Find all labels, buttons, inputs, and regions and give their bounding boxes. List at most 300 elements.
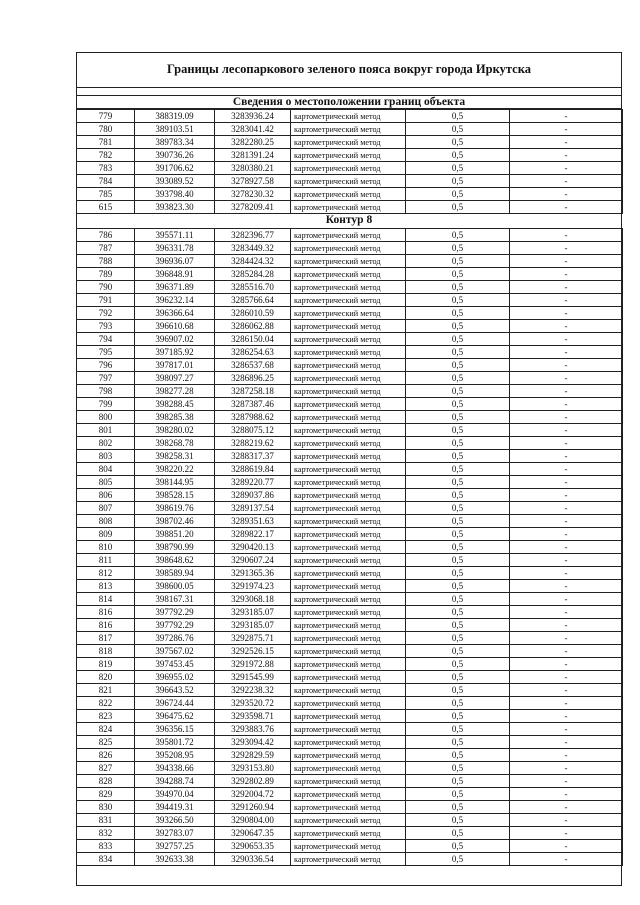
- y-coordinate-cell: 3281391.24: [215, 149, 291, 162]
- x-coordinate-cell: 398288.45: [135, 398, 215, 411]
- section-title: Сведения о местоположении границ объекта: [76, 96, 622, 109]
- point-number-cell: 821: [77, 684, 135, 697]
- point-number-cell: 804: [77, 463, 135, 476]
- contour-title: Контур 8: [76, 212, 622, 228]
- y-coordinate-cell: 3285284.28: [215, 268, 291, 281]
- table-row: [77, 281, 623, 294]
- accuracy-cell: 0,5: [406, 853, 510, 866]
- method-cell: картометрический метод: [291, 697, 406, 710]
- x-coordinate-cell: 398280.02: [135, 424, 215, 437]
- accuracy-cell: 0,5: [406, 359, 510, 372]
- description-cell: -: [510, 853, 623, 866]
- y-coordinate-cell: 3293068.18: [215, 593, 291, 606]
- y-coordinate-cell: 3286062.88: [215, 320, 291, 333]
- description-cell: -: [510, 359, 623, 372]
- x-coordinate-cell: 398258.31: [135, 450, 215, 463]
- accuracy-cell: 0,5: [406, 242, 510, 255]
- x-coordinate-cell: 395801.72: [135, 736, 215, 749]
- x-coordinate-cell: 398268.78: [135, 437, 215, 450]
- y-coordinate-cell: 3287258.18: [215, 385, 291, 398]
- x-coordinate-cell: 396371.89: [135, 281, 215, 294]
- method-cell: картометрический метод: [291, 840, 406, 853]
- accuracy-cell: 0,5: [406, 593, 510, 606]
- point-number-cell: 795: [77, 346, 135, 359]
- x-coordinate-cell: 396907.02: [135, 333, 215, 346]
- y-coordinate-cell: 3288075.12: [215, 424, 291, 437]
- point-number-cell: 791: [77, 294, 135, 307]
- point-number-cell: 828: [77, 775, 135, 788]
- method-cell: картометрический метод: [291, 411, 406, 424]
- point-number-cell: 803: [77, 450, 135, 463]
- method-cell: картометрический метод: [291, 528, 406, 541]
- y-coordinate-cell: 3286150.04: [215, 333, 291, 346]
- table-row: [77, 149, 623, 162]
- table-row: [77, 671, 623, 684]
- point-number-cell: 794: [77, 333, 135, 346]
- point-number-cell: 806: [77, 489, 135, 502]
- accuracy-cell: 0,5: [406, 684, 510, 697]
- accuracy-cell: 0,5: [406, 801, 510, 814]
- x-coordinate-cell: 389783.34: [135, 136, 215, 149]
- x-coordinate-cell: 396643.52: [135, 684, 215, 697]
- point-number-cell: 830: [77, 801, 135, 814]
- method-cell: картометрический метод: [291, 723, 406, 736]
- description-cell: -: [510, 424, 623, 437]
- description-cell: -: [510, 188, 623, 201]
- description-cell: -: [510, 788, 623, 801]
- method-cell: картометрический метод: [291, 149, 406, 162]
- table-row: [77, 229, 623, 242]
- description-cell: -: [510, 346, 623, 359]
- accuracy-cell: 0,5: [406, 710, 510, 723]
- description-cell: -: [510, 123, 623, 136]
- method-cell: картометрический метод: [291, 463, 406, 476]
- y-coordinate-cell: 3289037.86: [215, 489, 291, 502]
- table-row: [77, 320, 623, 333]
- accuracy-cell: 0,5: [406, 188, 510, 201]
- point-number-cell: 787: [77, 242, 135, 255]
- x-coordinate-cell: 398600.05: [135, 580, 215, 593]
- point-number-cell: 818: [77, 645, 135, 658]
- description-cell: -: [510, 242, 623, 255]
- accuracy-cell: 0,5: [406, 385, 510, 398]
- table-row: [77, 710, 623, 723]
- accuracy-cell: 0,5: [406, 775, 510, 788]
- point-number-cell: 798: [77, 385, 135, 398]
- table-row: [77, 697, 623, 710]
- y-coordinate-cell: 3280380.21: [215, 162, 291, 175]
- accuracy-cell: 0,5: [406, 346, 510, 359]
- table-row: [77, 658, 623, 671]
- accuracy-cell: 0,5: [406, 606, 510, 619]
- method-cell: картометрический метод: [291, 136, 406, 149]
- description-cell: -: [510, 502, 623, 515]
- table-row: [77, 580, 623, 593]
- table-row: [77, 801, 623, 814]
- method-cell: картометрический метод: [291, 619, 406, 632]
- y-coordinate-cell: 3293598.71: [215, 710, 291, 723]
- accuracy-cell: 0,5: [406, 333, 510, 346]
- y-coordinate-cell: 3286537.68: [215, 359, 291, 372]
- method-cell: картометрический метод: [291, 632, 406, 645]
- y-coordinate-cell: 3286254.63: [215, 346, 291, 359]
- x-coordinate-cell: 396936.07: [135, 255, 215, 268]
- point-number-cell: 819: [77, 658, 135, 671]
- description-cell: -: [510, 281, 623, 294]
- accuracy-cell: 0,5: [406, 814, 510, 827]
- accuracy-cell: 0,5: [406, 123, 510, 136]
- y-coordinate-cell: 3290653.35: [215, 840, 291, 853]
- accuracy-cell: 0,5: [406, 398, 510, 411]
- x-coordinate-cell: 398167.31: [135, 593, 215, 606]
- table-row: [77, 840, 623, 853]
- accuracy-cell: 0,5: [406, 489, 510, 502]
- method-cell: картометрический метод: [291, 123, 406, 136]
- y-coordinate-cell: 3278927.58: [215, 175, 291, 188]
- method-cell: картометрический метод: [291, 346, 406, 359]
- method-cell: картометрический метод: [291, 450, 406, 463]
- method-cell: картометрический метод: [291, 827, 406, 840]
- table-row: [77, 489, 623, 502]
- table-row: [77, 372, 623, 385]
- y-coordinate-cell: 3285516.70: [215, 281, 291, 294]
- point-number-cell: 824: [77, 723, 135, 736]
- y-coordinate-cell: 3283936.24: [215, 110, 291, 123]
- y-coordinate-cell: 3289137.54: [215, 502, 291, 515]
- method-cell: картометрический метод: [291, 162, 406, 175]
- x-coordinate-cell: 398589.94: [135, 567, 215, 580]
- table-row: [77, 294, 623, 307]
- x-coordinate-cell: 396366.64: [135, 307, 215, 320]
- accuracy-cell: 0,5: [406, 697, 510, 710]
- x-coordinate-cell: 398097.27: [135, 372, 215, 385]
- description-cell: -: [510, 541, 623, 554]
- x-coordinate-cell: 398619.76: [135, 502, 215, 515]
- point-number-cell: 827: [77, 762, 135, 775]
- table-row: [77, 502, 623, 515]
- accuracy-cell: 0,5: [406, 424, 510, 437]
- description-cell: -: [510, 489, 623, 502]
- table-row: [77, 554, 623, 567]
- y-coordinate-cell: 3290647.35: [215, 827, 291, 840]
- table-row: [77, 188, 623, 201]
- description-cell: -: [510, 606, 623, 619]
- point-number-cell: 816: [77, 606, 135, 619]
- y-coordinate-cell: 3290420.13: [215, 541, 291, 554]
- point-number-cell: 810: [77, 541, 135, 554]
- accuracy-cell: 0,5: [406, 136, 510, 149]
- point-number-cell: 786: [77, 229, 135, 242]
- accuracy-cell: 0,5: [406, 749, 510, 762]
- x-coordinate-cell: 397817.01: [135, 359, 215, 372]
- accuracy-cell: 0,5: [406, 281, 510, 294]
- method-cell: картометрический метод: [291, 255, 406, 268]
- point-number-cell: 814: [77, 593, 135, 606]
- point-number-cell: 799: [77, 398, 135, 411]
- accuracy-cell: 0,5: [406, 580, 510, 593]
- y-coordinate-cell: 3291545.99: [215, 671, 291, 684]
- y-coordinate-cell: 3293094.42: [215, 736, 291, 749]
- y-coordinate-cell: 3288317.37: [215, 450, 291, 463]
- table-row: [77, 814, 623, 827]
- method-cell: картометрический метод: [291, 229, 406, 242]
- coordinates-table-top: [76, 109, 623, 214]
- accuracy-cell: 0,5: [406, 788, 510, 801]
- table-row: [77, 684, 623, 697]
- method-cell: картометрический метод: [291, 175, 406, 188]
- description-cell: -: [510, 749, 623, 762]
- method-cell: картометрический метод: [291, 110, 406, 123]
- y-coordinate-cell: 3287988.62: [215, 411, 291, 424]
- table-row: [77, 593, 623, 606]
- point-number-cell: 807: [77, 502, 135, 515]
- description-cell: -: [510, 827, 623, 840]
- description-cell: -: [510, 801, 623, 814]
- y-coordinate-cell: 3292238.32: [215, 684, 291, 697]
- method-cell: картометрический метод: [291, 541, 406, 554]
- point-number-cell: 790: [77, 281, 135, 294]
- description-cell: -: [510, 411, 623, 424]
- y-coordinate-cell: 3292802.89: [215, 775, 291, 788]
- method-cell: картометрический метод: [291, 645, 406, 658]
- x-coordinate-cell: 396848.91: [135, 268, 215, 281]
- method-cell: картометрический метод: [291, 502, 406, 515]
- table-row: [77, 736, 623, 749]
- method-cell: картометрический метод: [291, 684, 406, 697]
- method-cell: картометрический метод: [291, 307, 406, 320]
- table-row: [77, 411, 623, 424]
- accuracy-cell: 0,5: [406, 658, 510, 671]
- table-row: [77, 123, 623, 136]
- point-number-cell: 809: [77, 528, 135, 541]
- accuracy-cell: 0,5: [406, 437, 510, 450]
- x-coordinate-cell: 396724.44: [135, 697, 215, 710]
- description-cell: -: [510, 593, 623, 606]
- method-cell: картометрический метод: [291, 567, 406, 580]
- point-number-cell: 783: [77, 162, 135, 175]
- method-cell: картометрический метод: [291, 294, 406, 307]
- description-cell: -: [510, 294, 623, 307]
- description-cell: -: [510, 515, 623, 528]
- y-coordinate-cell: 3289220.77: [215, 476, 291, 489]
- method-cell: картометрический метод: [291, 580, 406, 593]
- table-row: [77, 242, 623, 255]
- table-row: [77, 788, 623, 801]
- y-coordinate-cell: 3284424.32: [215, 255, 291, 268]
- point-number-cell: 832: [77, 827, 135, 840]
- y-coordinate-cell: 3286010.59: [215, 307, 291, 320]
- table-row: [77, 645, 623, 658]
- table-row: [77, 749, 623, 762]
- point-number-cell: 816: [77, 619, 135, 632]
- x-coordinate-cell: 394288.74: [135, 775, 215, 788]
- method-cell: картометрический метод: [291, 476, 406, 489]
- description-cell: -: [510, 255, 623, 268]
- coordinates-table-contour: [76, 228, 623, 866]
- accuracy-cell: 0,5: [406, 554, 510, 567]
- y-coordinate-cell: 3292875.71: [215, 632, 291, 645]
- point-number-cell: 615: [77, 201, 135, 214]
- point-number-cell: 833: [77, 840, 135, 853]
- accuracy-cell: 0,5: [406, 723, 510, 736]
- point-number-cell: 801: [77, 424, 135, 437]
- point-number-cell: 782: [77, 149, 135, 162]
- document-title: Границы лесопаркового зеленого пояса вокруг города Иркутска: [76, 52, 622, 88]
- accuracy-cell: 0,5: [406, 463, 510, 476]
- accuracy-cell: 0,5: [406, 450, 510, 463]
- table-row: [77, 346, 623, 359]
- point-number-cell: 779: [77, 110, 135, 123]
- table-row: [77, 255, 623, 268]
- x-coordinate-cell: 398702.46: [135, 515, 215, 528]
- table-row: [77, 162, 623, 175]
- method-cell: картометрический метод: [291, 398, 406, 411]
- y-coordinate-cell: 3289822.17: [215, 528, 291, 541]
- table-row: [77, 827, 623, 840]
- accuracy-cell: 0,5: [406, 372, 510, 385]
- accuracy-cell: 0,5: [406, 175, 510, 188]
- x-coordinate-cell: 398285.38: [135, 411, 215, 424]
- method-cell: картометрический метод: [291, 606, 406, 619]
- description-cell: -: [510, 372, 623, 385]
- description-cell: -: [510, 437, 623, 450]
- description-cell: -: [510, 671, 623, 684]
- method-cell: картометрический метод: [291, 658, 406, 671]
- accuracy-cell: 0,5: [406, 840, 510, 853]
- y-coordinate-cell: 3283041.42: [215, 123, 291, 136]
- point-number-cell: 811: [77, 554, 135, 567]
- method-cell: картометрический метод: [291, 320, 406, 333]
- description-cell: -: [510, 201, 623, 214]
- table-row: [77, 476, 623, 489]
- description-cell: -: [510, 840, 623, 853]
- x-coordinate-cell: 398851.20: [135, 528, 215, 541]
- table-row: [77, 385, 623, 398]
- method-cell: картометрический метод: [291, 188, 406, 201]
- method-cell: картометрический метод: [291, 593, 406, 606]
- table-row: [77, 136, 623, 149]
- accuracy-cell: 0,5: [406, 149, 510, 162]
- description-cell: -: [510, 684, 623, 697]
- table-row: [77, 541, 623, 554]
- table-row: [77, 268, 623, 281]
- point-number-cell: 796: [77, 359, 135, 372]
- accuracy-cell: 0,5: [406, 476, 510, 489]
- description-cell: -: [510, 463, 623, 476]
- y-coordinate-cell: 3291365.36: [215, 567, 291, 580]
- accuracy-cell: 0,5: [406, 294, 510, 307]
- point-number-cell: 808: [77, 515, 135, 528]
- method-cell: картометрический метод: [291, 333, 406, 346]
- point-number-cell: 788: [77, 255, 135, 268]
- table-row: [77, 515, 623, 528]
- accuracy-cell: 0,5: [406, 827, 510, 840]
- y-coordinate-cell: 3290336.54: [215, 853, 291, 866]
- description-cell: -: [510, 307, 623, 320]
- method-cell: картометрический метод: [291, 281, 406, 294]
- x-coordinate-cell: 396331.78: [135, 242, 215, 255]
- description-cell: -: [510, 645, 623, 658]
- description-cell: -: [510, 385, 623, 398]
- description-cell: -: [510, 710, 623, 723]
- point-number-cell: 800: [77, 411, 135, 424]
- y-coordinate-cell: 3292829.59: [215, 749, 291, 762]
- y-coordinate-cell: 3290804.00: [215, 814, 291, 827]
- point-number-cell: 805: [77, 476, 135, 489]
- x-coordinate-cell: 394970.04: [135, 788, 215, 801]
- y-coordinate-cell: 3293153.80: [215, 762, 291, 775]
- accuracy-cell: 0,5: [406, 632, 510, 645]
- table-row: [77, 307, 623, 320]
- accuracy-cell: 0,5: [406, 162, 510, 175]
- table-row: [77, 632, 623, 645]
- table-row: [77, 463, 623, 476]
- point-number-cell: 826: [77, 749, 135, 762]
- x-coordinate-cell: 393823.30: [135, 201, 215, 214]
- method-cell: картометрический метод: [291, 359, 406, 372]
- x-coordinate-cell: 393266.50: [135, 814, 215, 827]
- method-cell: картометрический метод: [291, 853, 406, 866]
- table-row: [77, 567, 623, 580]
- x-coordinate-cell: 388319.09: [135, 110, 215, 123]
- description-cell: -: [510, 528, 623, 541]
- table-row: [77, 528, 623, 541]
- description-cell: -: [510, 697, 623, 710]
- description-cell: -: [510, 476, 623, 489]
- point-number-cell: 820: [77, 671, 135, 684]
- accuracy-cell: 0,5: [406, 762, 510, 775]
- table-row: [77, 437, 623, 450]
- accuracy-cell: 0,5: [406, 567, 510, 580]
- accuracy-cell: 0,5: [406, 502, 510, 515]
- table-row: [77, 762, 623, 775]
- y-coordinate-cell: 3292526.15: [215, 645, 291, 658]
- y-coordinate-cell: 3292004.72: [215, 788, 291, 801]
- description-cell: -: [510, 136, 623, 149]
- x-coordinate-cell: 397185.92: [135, 346, 215, 359]
- table-row: [77, 450, 623, 463]
- x-coordinate-cell: 396475.62: [135, 710, 215, 723]
- method-cell: картометрический метод: [291, 736, 406, 749]
- method-cell: картометрический метод: [291, 242, 406, 255]
- point-number-cell: 781: [77, 136, 135, 149]
- description-cell: -: [510, 619, 623, 632]
- point-number-cell: 817: [77, 632, 135, 645]
- point-number-cell: 802: [77, 437, 135, 450]
- x-coordinate-cell: 389103.51: [135, 123, 215, 136]
- method-cell: картометрический метод: [291, 437, 406, 450]
- x-coordinate-cell: 397792.29: [135, 606, 215, 619]
- point-number-cell: 789: [77, 268, 135, 281]
- description-cell: -: [510, 580, 623, 593]
- x-coordinate-cell: 396610.68: [135, 320, 215, 333]
- y-coordinate-cell: 3293520.72: [215, 697, 291, 710]
- table-row: [77, 606, 623, 619]
- accuracy-cell: 0,5: [406, 320, 510, 333]
- table-row: [77, 424, 623, 437]
- description-cell: -: [510, 175, 623, 188]
- x-coordinate-cell: 398144.95: [135, 476, 215, 489]
- accuracy-cell: 0,5: [406, 110, 510, 123]
- accuracy-cell: 0,5: [406, 528, 510, 541]
- y-coordinate-cell: 3288219.62: [215, 437, 291, 450]
- x-coordinate-cell: 390736.26: [135, 149, 215, 162]
- y-coordinate-cell: 3293185.07: [215, 606, 291, 619]
- y-coordinate-cell: 3289351.63: [215, 515, 291, 528]
- point-number-cell: 785: [77, 188, 135, 201]
- point-number-cell: 797: [77, 372, 135, 385]
- description-cell: -: [510, 814, 623, 827]
